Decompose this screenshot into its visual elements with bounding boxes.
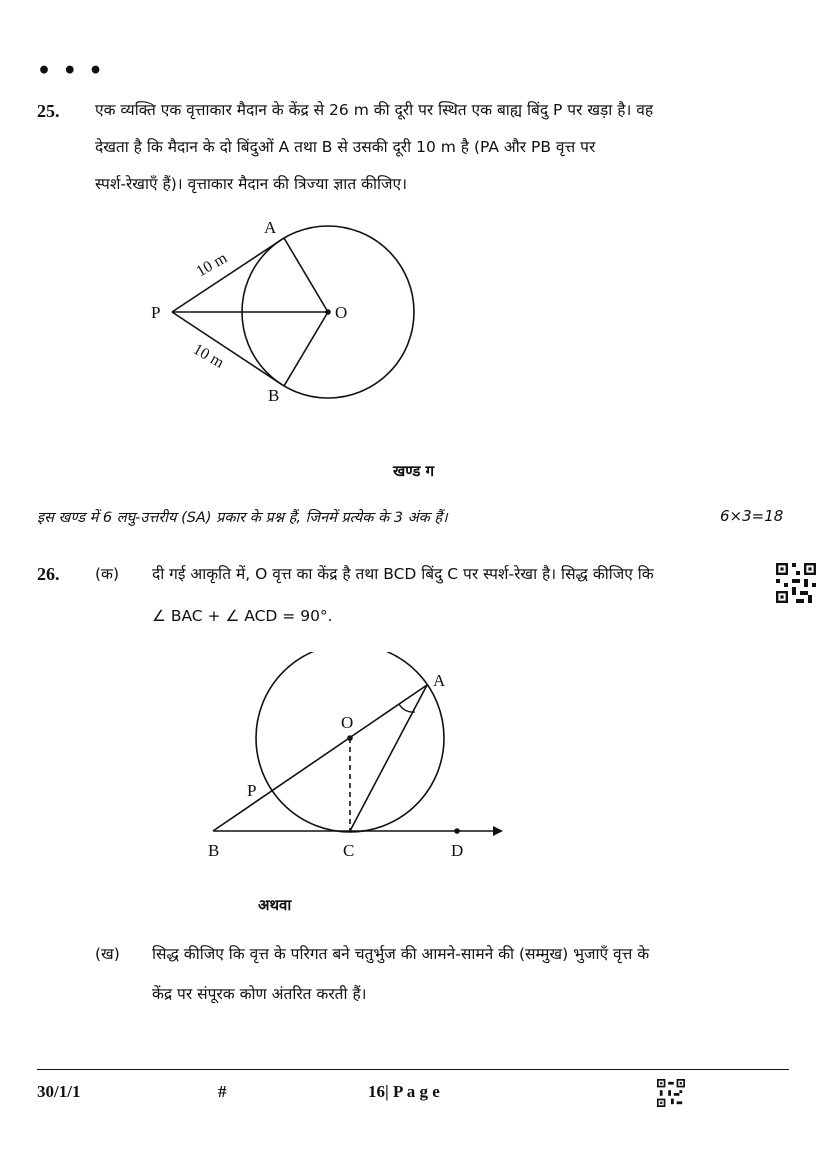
question-25-line-3: स्पर्श-रेखाएँ हैं)। वृत्ताकार मैदान की त्रिज्या ज्ञात कीजिए। <box>95 175 407 193</box>
center-dot-O <box>325 309 331 315</box>
section-title: खण्ड ग <box>392 462 435 480</box>
center-dot-O <box>347 735 353 741</box>
secant-BA <box>213 685 427 831</box>
footer-page-label: | P a g e <box>385 1082 440 1101</box>
question-26-part-b-label: (ख) <box>95 945 120 963</box>
label-A: A <box>433 671 446 690</box>
label-C: C <box>343 841 355 860</box>
or-text: अथवा <box>258 896 292 914</box>
question-25-line-2: देखता है कि मैदान के दो बिंदुओं A तथा B से उसकी दूरी 10 m है (PA और PB वृत्त पर <box>95 138 596 156</box>
tangent-PB <box>172 312 284 386</box>
section-instructions: इस खण्ड में 6 लघु-उत्तरीय (SA) प्रकार के प्रश्न हैं, जिनमें प्रत्येक के 3 अंक हैं। <box>37 510 448 526</box>
question-26-part-b-line-2: केंद्र पर संपूरक कोण अंतरित करती हैं। <box>152 985 367 1003</box>
point-dot-D <box>454 828 460 834</box>
label-P: P <box>151 303 161 322</box>
section-marks: 6×3=18 <box>720 507 784 525</box>
label-O: O <box>341 713 354 732</box>
label-B: B <box>208 841 220 860</box>
chord-CA <box>350 685 427 831</box>
footer-divider <box>37 1069 789 1070</box>
footer-qr-code-icon <box>657 1079 685 1107</box>
question-25-text <box>95 92 755 203</box>
length-label-PA: 10 m <box>193 249 231 281</box>
qr-code-icon <box>776 563 816 603</box>
question-26-part-a-line-1: दी गई आकृति में, O वृत्त का केंद्र है तथा BCD बिंदु C पर स्पर्श-रेखा है। सिद्ध कीजिए कि <box>152 565 654 583</box>
label-O: O <box>335 303 348 322</box>
label-A: A <box>264 218 277 237</box>
radius-OB <box>284 312 328 386</box>
label-D: D <box>451 841 464 860</box>
footer-page <box>368 1082 440 1102</box>
question-26-part-a-label: (क) <box>95 565 119 583</box>
footer-page-number: 16 <box>368 1082 385 1101</box>
header-dots: • • • <box>37 58 105 84</box>
length-label-PB: 10 m <box>190 340 227 372</box>
arrow-head-icon <box>493 826 503 836</box>
label-P: P <box>247 781 257 800</box>
radius-OA <box>284 238 328 312</box>
question-25-figure <box>140 212 440 412</box>
question-26-part-b-line-1: सिद्ध कीजिए कि वृत्त के परिगत बने चतुर्भुज की आमने-सामने की (सम्मुख) भुजाएँ वृत्त के <box>152 945 650 963</box>
question-26-number: 26. <box>37 564 60 584</box>
footer-code: 30/1/1 <box>37 1082 81 1101</box>
label-B: B <box>268 386 280 405</box>
tangent-PA <box>172 238 284 312</box>
question-26-figure <box>195 652 515 867</box>
footer-hash: # <box>218 1082 227 1101</box>
question-26-part-a-line-2: ∠ BAC + ∠ ACD = 90°. <box>152 607 333 625</box>
question-25-number: 25. <box>37 101 60 121</box>
question-25-line-1: एक व्यक्ति एक वृत्ताकार मैदान के केंद्र से 26 m की दूरी पर स्थित एक बाह्य बिंदु P पर खड़ा है। वह <box>95 101 654 119</box>
